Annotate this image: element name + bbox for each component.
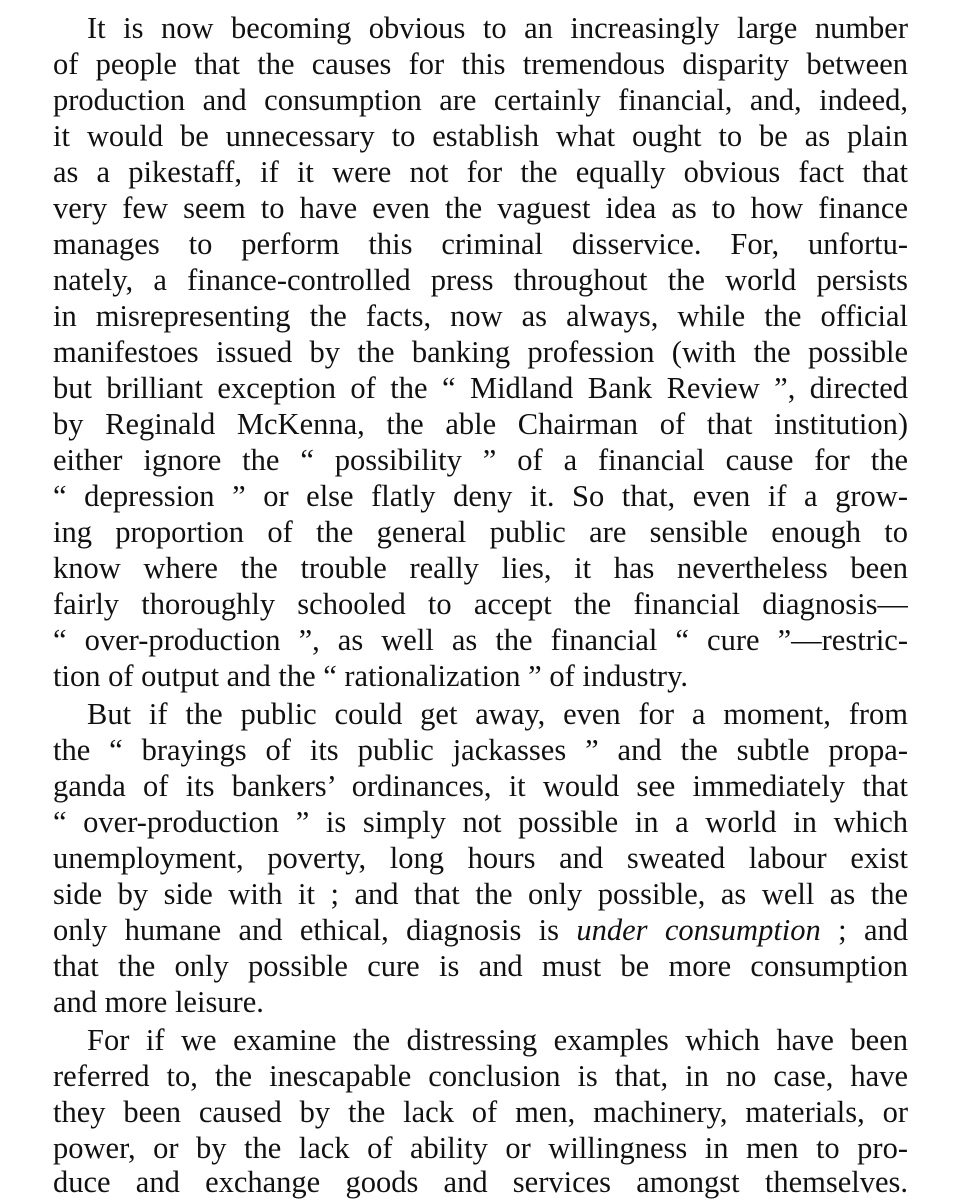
text-line: manifestoes issued by the banking profession (with the possible	[53, 335, 908, 369]
text-line: it would be unnecessary to establish what ought to be as plain	[53, 119, 908, 153]
text-line: ganda of its bankers’ ordinances, it would see immediately that	[53, 769, 908, 803]
text-line: that the only possible cure is and must be more consumption	[53, 949, 908, 983]
text-line: very few seem to have even the vaguest idea as to how finance	[53, 191, 908, 225]
text-segment: ; and	[820, 913, 908, 947]
text-line: “ over-production ” is simply not possible in a world in which	[53, 805, 908, 839]
text-line: the “ brayings of its public jackasses ” and the subtle propa-	[53, 733, 908, 767]
text-line: referred to, the inescapable conclusion is that, in no case, have	[53, 1059, 908, 1093]
text-line: It is now becoming obvious to an increasingly large number	[87, 11, 908, 45]
text-line: duce and exchange goods and services amongst themselves.	[53, 1165, 908, 1199]
text-line: “ depression ” or else flatly deny it. So that, even if a grow-	[53, 479, 908, 513]
text-line: “ over-production ”, as well as the financial “ cure ”—restric-	[53, 623, 908, 657]
text-line: power, or by the lack of ability or willingness in men to pro-	[53, 1131, 908, 1165]
text-line: in misrepresenting the facts, now as always, while the official	[53, 299, 908, 333]
text-line: and more leisure.	[53, 985, 264, 1019]
text-line: by Reginald McKenna, the able Chairman of that institution)	[53, 407, 908, 441]
text-line: fairly thoroughly schooled to accept the financial diagnosis—	[53, 587, 908, 621]
text-line: ing proportion of the general public are sensible enough to	[53, 515, 908, 549]
text-segment: only humane and ethical, diagnosis is	[53, 913, 577, 947]
text-line: nately, a finance-controlled press throughout the world persists	[53, 263, 908, 297]
text-line: of people that the causes for this tremendous disparity between	[53, 47, 908, 81]
text-line-emphasis	[53, 912, 908, 948]
italic-phrase: under consumption	[576, 913, 821, 947]
text-line: they been caused by the lack of men, machinery, materials, or	[53, 1095, 908, 1129]
text-line: side by side with it ; and that the only possible, as well as the	[53, 877, 908, 911]
text-line: as a pikestaff, if it were not for the equally obvious fact that	[53, 155, 908, 189]
text-line: For if we examine the distressing examples which have been	[87, 1023, 908, 1057]
text-line: tion of output and the “ rationalization ” of industry.	[53, 659, 688, 693]
text-line: either ignore the “ possibility ” of a financial cause for the	[53, 443, 908, 477]
text-line: But if the public could get away, even for a moment, from	[87, 697, 908, 731]
text-line: manages to perform this criminal disservice. For, unfortu-	[53, 227, 908, 261]
text-line: production and consumption are certainly financial, and, indeed,	[53, 83, 908, 117]
text-line: but brilliant exception of the “ Midland Bank Review ”, directed	[53, 371, 908, 405]
text-line: unemployment, poverty, long hours and sweated labour exist	[53, 841, 908, 875]
text-line: know where the trouble really lies, it has nevertheless been	[53, 551, 908, 585]
